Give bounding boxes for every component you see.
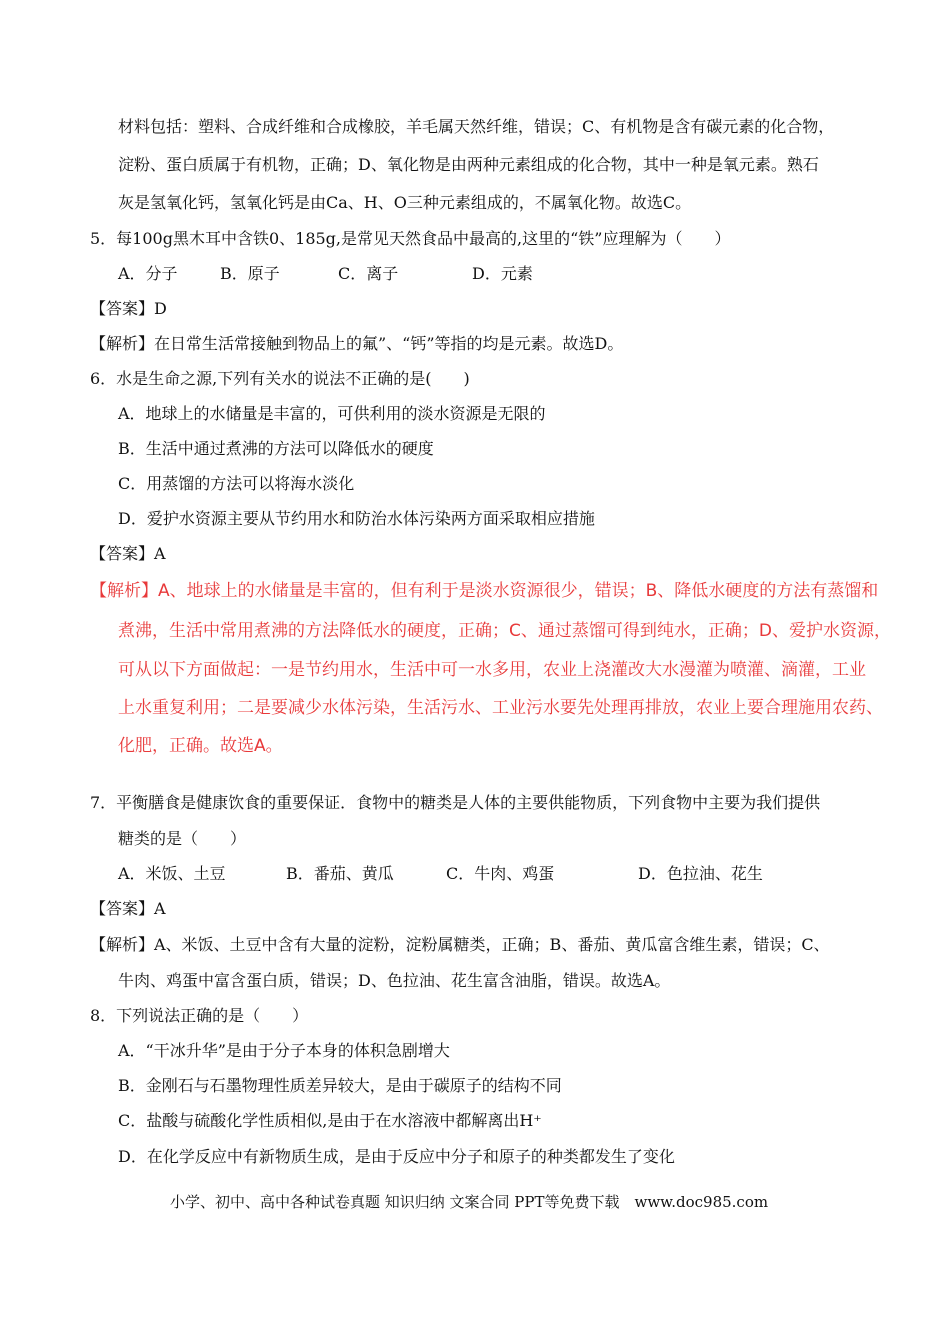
q8-option-c: C．盐酸与硫酸化学性质相似,是由于在水溶液中都解离出H⁺ — [118, 1111, 542, 1130]
q6-analysis-line-3: 可从以下方面做起：一是节约用水，生活中可一水多用，农业上浇灌改大水漫灌为喷灌、滴灌，工业 — [118, 660, 866, 680]
q7-stem-line-1: 7．平衡膳食是健康饮食的重要保证．食物中的糖类是人体的主要供能物质，下列食物中主要为我们提供 — [90, 793, 821, 812]
q6-option-c: C．用蒸馏的方法可以将海水淡化 — [118, 474, 355, 493]
q5-option-b: B．原子 — [220, 264, 280, 283]
q7-stem-line-2: 糖类的是（ ） — [118, 829, 247, 848]
q7-analysis-line-1: 【解析】A、米饭、土豆中含有大量的淀粉，淀粉属糖类，正确；B、番茄、黄瓜富含维生素，错误；C、 — [90, 935, 830, 954]
q7-answer: 【答案】A — [90, 899, 166, 918]
q8-stem: 8．下列说法正确的是（ ） — [90, 1006, 309, 1025]
q7-option-c: C．牛肉、鸡蛋 — [446, 864, 555, 883]
q6-option-a: A．地球上的水储量是丰富的，可供利用的淡水资源是无限的 — [118, 404, 546, 423]
q7-analysis-line-2: 牛肉、鸡蛋中富含蛋白质，错误；D、色拉油、花生富含油脂，错误。故选A。 — [118, 971, 671, 990]
q7-option-d: D．色拉油、花生 — [638, 864, 763, 883]
q6-analysis-line-5: 化肥，正确。故选A。 — [118, 736, 283, 756]
intro-line-2: 淀粉、蛋白质属于有机物，正确；D、氧化物是由两种元素组成的化合物，其中一种是氧元素。熟石 — [118, 155, 819, 174]
q6-stem: 6．水是生命之源,下列有关水的说法不正确的是( ) — [90, 369, 470, 388]
q8-option-a: A．“干冰升华”是由于分子本身的体积急剧增大 — [118, 1041, 450, 1060]
q5-answer: 【答案】D — [90, 299, 167, 318]
q5-option-a: A．分子 — [118, 264, 178, 283]
q5-stem: 5．每100g黑木耳中含铁0、185g,是常见天然食品中最高的,这里的“铁”应理解为（ ） — [90, 229, 731, 248]
q8-option-d: D．在化学反应中有新物质生成，是由于反应中分子和原子的种类都发生了变化 — [118, 1147, 675, 1166]
intro-line-3: 灰是氢氧化钙，氢氧化钙是由Ca、H、O三种元素组成的，不属氧化物。故选C。 — [118, 193, 692, 212]
q7-option-a: A．米饭、土豆 — [118, 864, 226, 883]
q7-option-b: B．番茄、黄瓜 — [286, 864, 394, 883]
q6-analysis-line-2: 煮沸，生活中常用煮沸的方法降低水的硬度，正确；C、通过蒸馏可得到纯水，正确；D、爱护水资源， — [118, 621, 891, 641]
q8-option-b: B．金刚石与石墨物理性质差异较大，是由于碳原子的结构不同 — [118, 1076, 562, 1095]
page-footer: 小学、初中、高中各种试卷真题 知识归纳 文案合同 PPT等免费下载 www.doc985.com — [170, 1193, 769, 1211]
intro-line-1: 材料包括：塑料、合成纤维和合成橡胶，羊毛属天然纤维，错误；C、有机物是含有碳元素的化合物， — [118, 117, 835, 136]
q6-answer: 【答案】A — [90, 544, 166, 563]
q6-option-b: B．生活中通过煮沸的方法可以降低水的硬度 — [118, 439, 434, 458]
q5-analysis: 【解析】在日常生活常接触到物品上的氟”、“钙”等指的均是元素。故选D。 — [90, 334, 624, 353]
q5-option-c: C．离子 — [338, 264, 399, 283]
q6-analysis-line-1: 【解析】A、地球上的水储量是丰富的，但有利于是淡水资源很少，错误；B、降低水硬度的方法有蒸馏和 — [90, 581, 879, 601]
q5-option-d: D．元素 — [472, 264, 533, 283]
q6-option-d: D．爱护水资源主要从节约用水和防治水体污染两方面采取相应措施 — [118, 509, 595, 528]
q6-analysis-line-4: 上水重复利用；二是要减少水体污染，生活污水、工业污水要先处理再排放，农业上要合理施用农药、 — [118, 698, 883, 718]
